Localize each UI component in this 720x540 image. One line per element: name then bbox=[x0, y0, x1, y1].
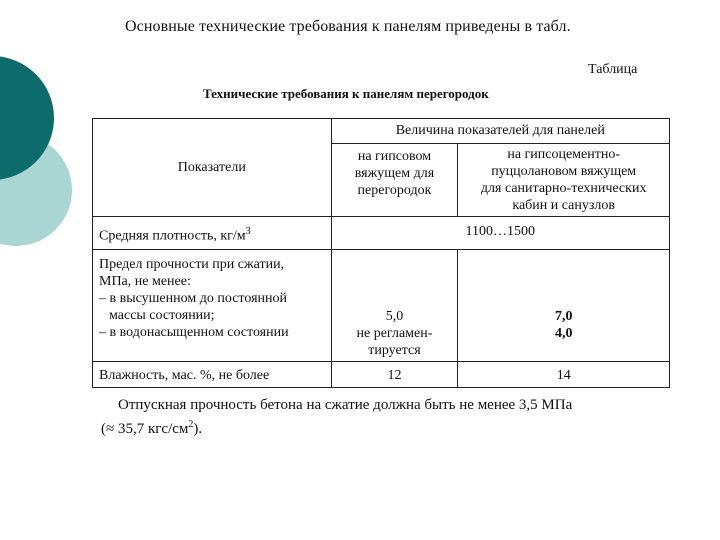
footer-line-2-pre: (≈ 35,7 кгс/см bbox=[101, 421, 189, 437]
header-gypsum-cement bbox=[458, 144, 670, 217]
footer-line-1: Отпускная прочность бетона на сжатие должна быть не менее 3,5 МПа bbox=[118, 397, 573, 413]
header-indicators bbox=[93, 119, 332, 217]
table-label: Таблица bbox=[588, 62, 638, 77]
slide-heading: Основные технические требования к панелям приведены в табл. bbox=[125, 18, 571, 35]
header-values bbox=[331, 119, 669, 144]
footer-line-2-post: ). bbox=[193, 421, 203, 437]
header-indicators-text: Показатели bbox=[177, 160, 246, 175]
header-values-text: Величина показателей для панелей bbox=[395, 123, 605, 138]
header-gypsum-cement-line: для санитарно-технических bbox=[480, 181, 647, 196]
strength-gypsum-line: 5,0 bbox=[385, 308, 404, 324]
strength-label-line: Предел прочности при сжатии, bbox=[99, 256, 285, 272]
footer-note bbox=[101, 396, 572, 439]
humidity-gypsum-text: 12 bbox=[387, 367, 402, 383]
strength-gypsum bbox=[331, 249, 458, 361]
strength-gypsum-cement bbox=[458, 249, 670, 361]
strength-gypsum-line: не регламен- bbox=[356, 325, 433, 341]
header-gypsum-cement-line: кабин и санузлов bbox=[512, 198, 615, 213]
footer-line-2 bbox=[101, 421, 202, 437]
strength-gypsum-cement-line: 4,0 bbox=[554, 325, 573, 341]
header-gypsum bbox=[331, 144, 458, 217]
strength-gypsum-line: тируется bbox=[368, 342, 421, 358]
header-gypsum-cement-line: на гипсоцементно- bbox=[507, 147, 621, 162]
strength-label-line: массы состоянии; bbox=[109, 307, 215, 323]
table-title: Технические требования к панелям перегородок bbox=[203, 86, 489, 101]
density-label bbox=[93, 217, 332, 250]
density-label-sup: 3 bbox=[245, 226, 251, 237]
table-row-strength bbox=[93, 249, 670, 361]
header-gypsum-line: вяжущем для bbox=[354, 166, 435, 181]
header-gypsum-line: перегородок bbox=[357, 183, 432, 198]
strength-label-line: – в водонасыщенном состоянии bbox=[99, 324, 289, 340]
density-value bbox=[331, 217, 669, 250]
strength-label bbox=[93, 249, 332, 361]
header-gypsum-line: на гипсовом bbox=[357, 149, 432, 164]
humidity-label bbox=[93, 361, 332, 387]
requirements-table bbox=[92, 118, 670, 388]
strength-gypsum-cement-line: 7,0 bbox=[554, 308, 573, 324]
density-value-text: 1100…1500 bbox=[465, 224, 536, 239]
strength-label-line: – в высушенном до постоянной bbox=[99, 290, 287, 306]
table-row-density bbox=[93, 217, 670, 250]
density-label-text: Средняя плотность, кг/м bbox=[99, 228, 246, 244]
header-row-1 bbox=[93, 119, 670, 144]
humidity-gypsum-cement bbox=[458, 361, 670, 387]
humidity-gypsum-cement-text: 14 bbox=[556, 367, 571, 383]
strength-label-line: МПа, не менее: bbox=[99, 273, 191, 289]
humidity-label-text: Влажность, мас. %, не более bbox=[99, 367, 270, 383]
footer-line-2-sup: 2 bbox=[188, 419, 194, 430]
header-gypsum-cement-line: пуццолановом вяжущем bbox=[491, 164, 637, 179]
table-row-humidity bbox=[93, 361, 670, 387]
humidity-gypsum bbox=[331, 361, 458, 387]
